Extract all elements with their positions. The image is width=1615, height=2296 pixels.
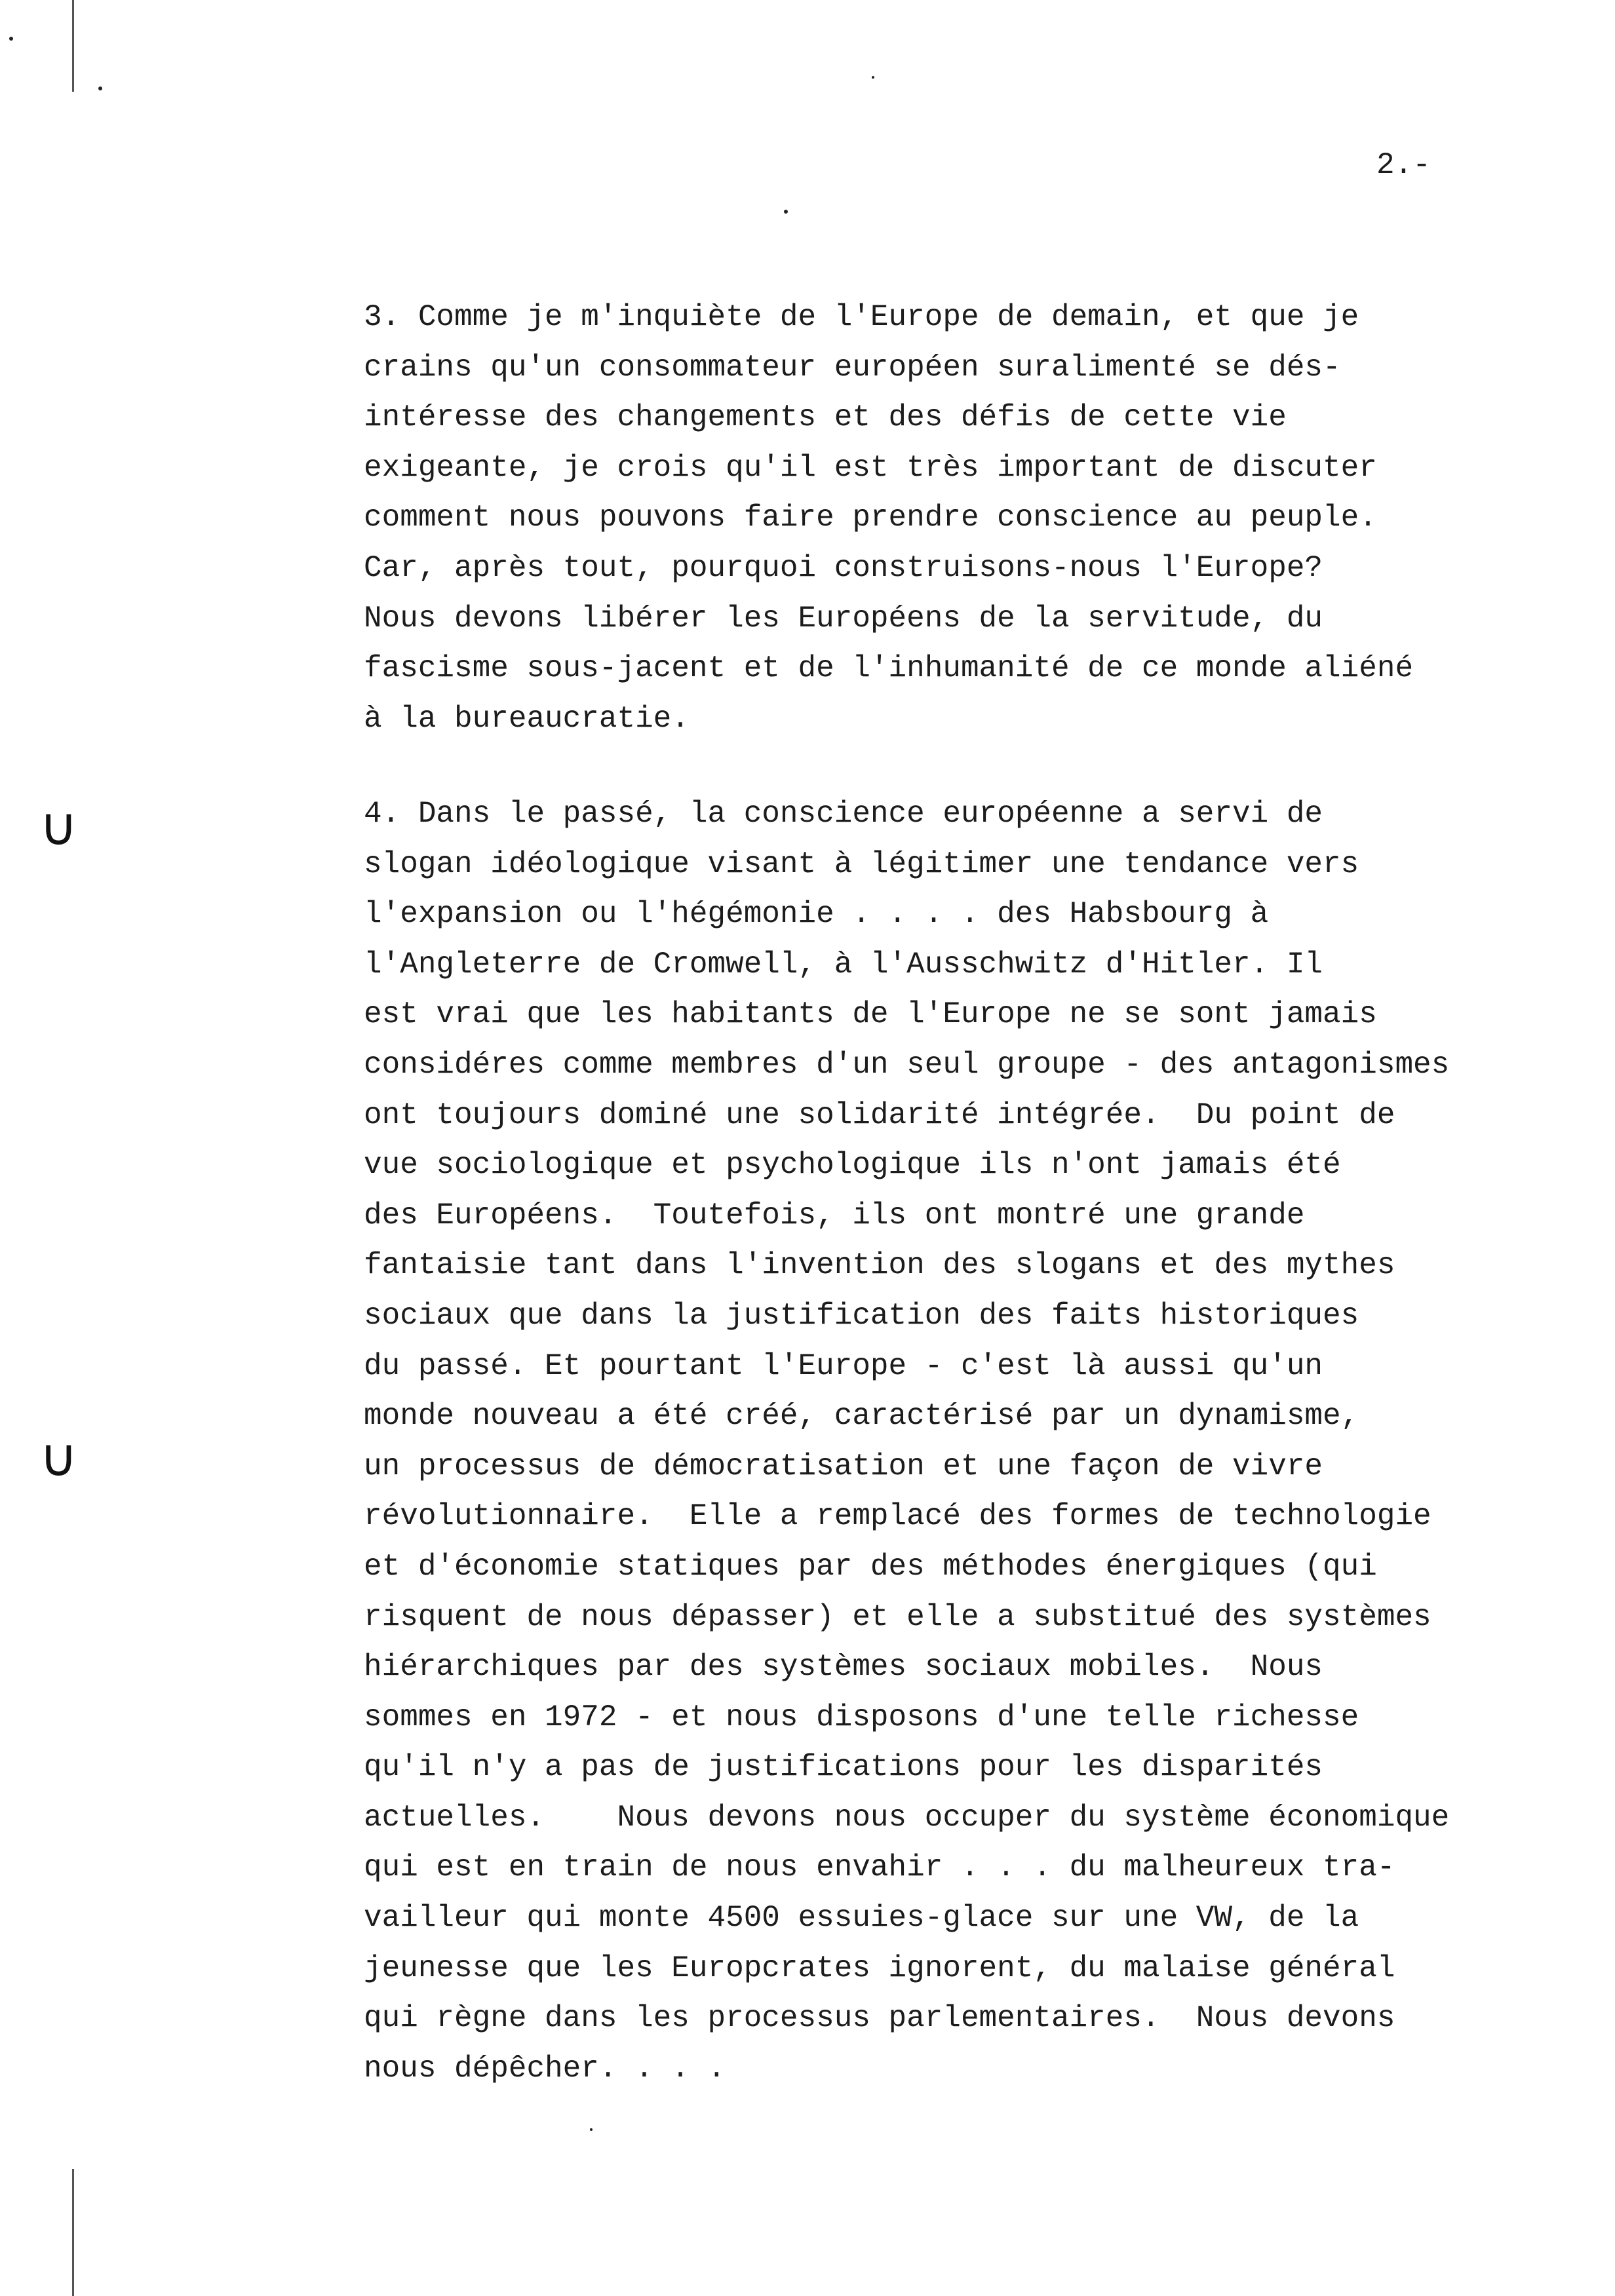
binder-edge-top [72,0,74,92]
text-line: vue sociologique et psychologique ils n'ont jamais été [364,1148,1341,1183]
text-line: 4. Dans le passé, la conscience européenne a servi de [364,797,1323,831]
text-line: crains qu'un consommateur européen suralimenté se dés- [364,350,1341,385]
scan-speck [590,2128,593,2131]
text-line: 3. Comme je m'inquiète de l'Europe de demain, et que je [364,300,1359,334]
text-line: intéresse des changements et des défis de cette vie [364,400,1287,435]
punch-hole-mark-upper: ∪ [39,796,78,857]
text-line: du passé. Et pourtant l'Europe - c'est là aussi qu'un [364,1349,1323,1383]
scan-speck [872,76,874,79]
text-line: slogan idéologique visant à légitimer une tendance vers [364,847,1359,881]
scan-speck [9,37,13,41]
text-line: ont toujours dominé une solidarité intégrée. Du point de [364,1098,1395,1132]
text-line: hiérarchiques par des systèmes sociaux mobiles. Nous [364,1650,1323,1685]
text-line: risquent de nous dépasser) et elle a substitué des systèmes [364,1599,1431,1634]
text-line: comment nous pouvons faire prendre conscience au peuple. [364,501,1377,535]
text-line: sommes en 1972 - et nous disposons d'une telle richesse [364,1700,1359,1734]
text-line: jeunesse que les Europcrates ignorent, du malaise général [364,1951,1395,1985]
text-line: nous dépêcher. . . . [364,2051,726,2086]
text-line: est vrai que les habitants de l'Europe ne se sont jamais [364,997,1377,1032]
paragraph-4 [364,789,1576,2094]
text-line: exigeante, je crois qu'il est très important de discuter [364,450,1377,485]
text-line: fantaisie tant dans l'invention des slogans et des mythes [364,1248,1395,1283]
text-line: l'expansion ou l'hégémonie . . . . des Habsbourg à [364,897,1269,932]
text-line: à la bureaucratie. [364,701,690,736]
text-line: un processus de démocratisation et une façon de vivre [364,1449,1323,1483]
scan-speck [784,210,788,214]
text-line: et d'économie statiques par des méthodes énergiques (qui [364,1549,1377,1584]
text-line: Nous devons libérer les Européens de la servitude, du [364,601,1323,636]
text-line: qui est en train de nous envahir . . . du malheureux tra- [364,1850,1395,1885]
page-number: 2.- [1376,148,1431,182]
text-line: Car, après tout, pourquoi construisons-nous l'Europe? [364,550,1323,585]
text-line: révolutionnaire. Elle a remplacé des formes de technologie [364,1499,1431,1534]
text-line: des Européens. Toutefois, ils ont montré une grande [364,1198,1305,1233]
binder-edge-bottom [72,2169,74,2296]
scan-speck [98,86,102,90]
text-line: monde nouveau a été créé, caractérisé par un dynamisme, [364,1399,1359,1434]
paragraph-3 [364,292,1576,744]
punch-hole-mark-lower: ∪ [39,1427,78,1488]
text-line: qu'il n'y a pas de justifications pour les disparités [364,1750,1323,1785]
text-line: l'Angleterre de Cromwell, à l'Ausschwitz d'Hitler. Il [364,947,1323,982]
text-line: considéres comme membres d'un seul groupe - des antagonismes [364,1047,1450,1082]
text-line: sociaux que dans la justification des faits historiques [364,1298,1359,1333]
text-line: actuelles. Nous devons nous occuper du système économique [364,1800,1450,1835]
text-line: vailleur qui monte 4500 essuies-glace sur une VW, de la [364,1901,1359,1936]
text-line: qui règne dans les processus parlementaires. Nous devons [364,2001,1395,2036]
text-line: fascisme sous-jacent et de l'inhumanité de ce monde aliéné [364,651,1414,686]
